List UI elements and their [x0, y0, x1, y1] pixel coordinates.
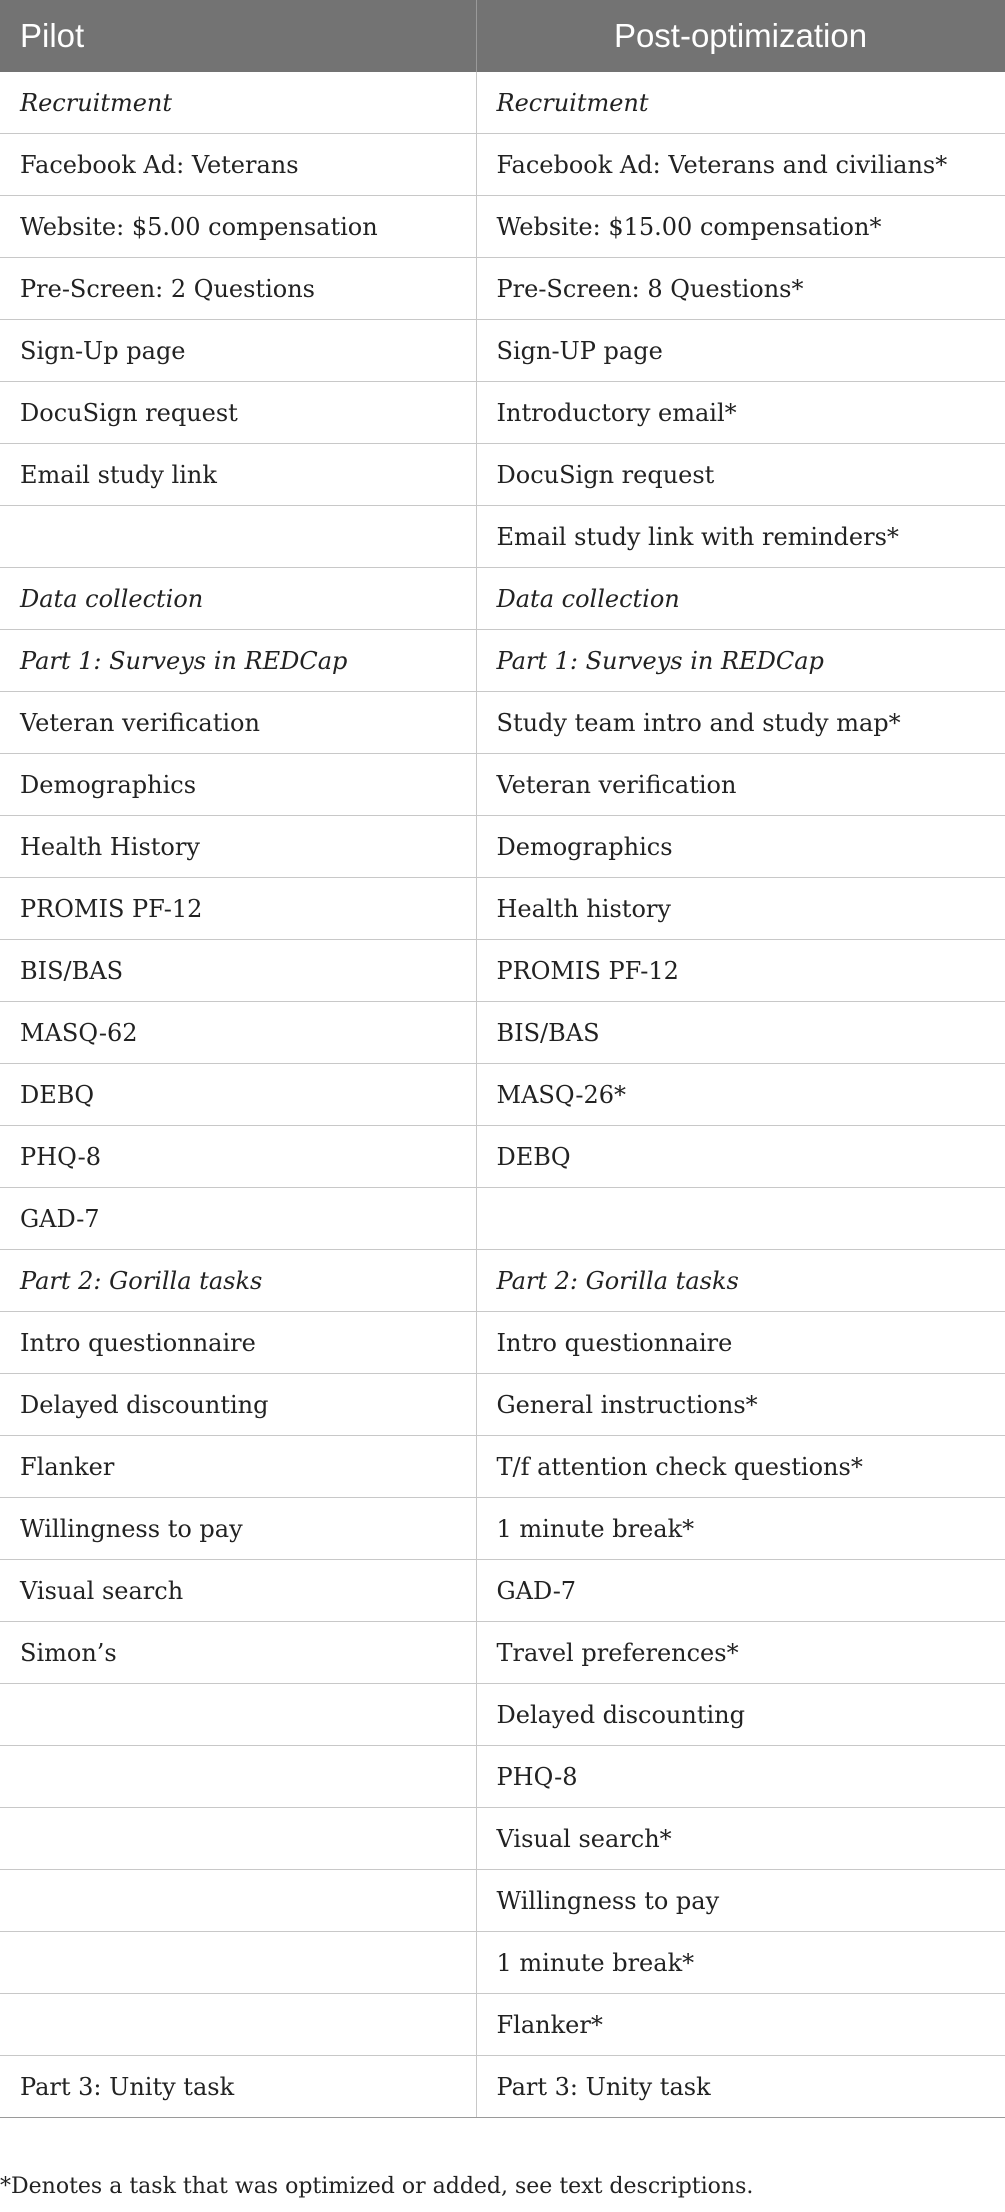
pilot-cell: Part 1: Surveys in REDCap [0, 630, 476, 692]
post-optimization-cell: 1 minute break* [476, 1932, 1005, 1994]
table-row [0, 1312, 1005, 1374]
pilot-cell: Health History [0, 816, 476, 878]
pilot-cell: Flanker [0, 1436, 476, 1498]
table-row [0, 1064, 1005, 1126]
post-optimization-cell: Pre-Screen: 8 Questions* [476, 258, 1005, 320]
post-optimization-cell: General instructions* [476, 1374, 1005, 1436]
pilot-cell: Website: $5.00 compensation [0, 196, 476, 258]
pilot-cell [0, 1870, 476, 1932]
pilot-cell: Part 2: Gorilla tasks [0, 1250, 476, 1312]
table-row [0, 1560, 1005, 1622]
pilot-cell: BIS/BAS [0, 940, 476, 1002]
post-optimization-cell: DocuSign request [476, 444, 1005, 506]
pilot-cell: Sign-Up page [0, 320, 476, 382]
table-row [0, 1932, 1005, 1994]
post-optimization-cell: Sign-UP page [476, 320, 1005, 382]
pilot-cell: Email study link [0, 444, 476, 506]
post-optimization-cell: 1 minute break* [476, 1498, 1005, 1560]
pilot-cell: Intro questionnaire [0, 1312, 476, 1374]
pilot-cell: Delayed discounting [0, 1374, 476, 1436]
table-row [0, 1250, 1005, 1312]
post-optimization-cell: Veteran verification [476, 754, 1005, 816]
table-row [0, 630, 1005, 692]
table-row [0, 1746, 1005, 1808]
post-optimization-cell: Intro questionnaire [476, 1312, 1005, 1374]
pilot-cell: PROMIS PF-12 [0, 878, 476, 940]
table-row [0, 1188, 1005, 1250]
table-row [0, 134, 1005, 196]
table-row [0, 196, 1005, 258]
table-row [0, 1684, 1005, 1746]
table-row [0, 382, 1005, 444]
post-optimization-cell: MASQ-26* [476, 1064, 1005, 1126]
post-optimization-cell: Facebook Ad: Veterans and civilians* [476, 134, 1005, 196]
pilot-cell: Data collection [0, 568, 476, 630]
post-optimization-cell: Willingness to pay [476, 1870, 1005, 1932]
post-optimization-cell: DEBQ [476, 1126, 1005, 1188]
pilot-cell: DocuSign request [0, 382, 476, 444]
post-optimization-cell: Visual search* [476, 1808, 1005, 1870]
pilot-cell [0, 506, 476, 568]
post-optimization-cell [476, 1188, 1005, 1250]
table-row [0, 1808, 1005, 1870]
post-optimization-cell: Travel preferences* [476, 1622, 1005, 1684]
post-optimization-cell: T/f attention check questions* [476, 1436, 1005, 1498]
post-optimization-cell: Health history [476, 878, 1005, 940]
header-row [0, 0, 1005, 72]
post-optimization-cell: Recruitment [476, 72, 1005, 134]
table-row [0, 506, 1005, 568]
post-optimization-cell: PROMIS PF-12 [476, 940, 1005, 1002]
table-row [0, 1498, 1005, 1560]
table-row [0, 1126, 1005, 1188]
pilot-cell: Demographics [0, 754, 476, 816]
pilot-cell: Facebook Ad: Veterans [0, 134, 476, 196]
table-row [0, 72, 1005, 134]
pilot-cell: Simon’s [0, 1622, 476, 1684]
table-row [0, 816, 1005, 878]
table-row [0, 940, 1005, 1002]
table-row [0, 1436, 1005, 1498]
table-row [0, 320, 1005, 382]
footnote: *Denotes a task that was optimized or added, see text descriptions. [0, 2174, 754, 2199]
pilot-cell [0, 1808, 476, 1870]
table-row [0, 692, 1005, 754]
post-optimization-cell: Part 3: Unity task [476, 2056, 1005, 2118]
table-row [0, 444, 1005, 506]
pilot-cell: Part 3: Unity task [0, 2056, 476, 2118]
column-header-pilot: Pilot [0, 0, 476, 72]
post-optimization-cell: PHQ-8 [476, 1746, 1005, 1808]
pilot-cell: DEBQ [0, 1064, 476, 1126]
post-optimization-cell: Part 2: Gorilla tasks [476, 1250, 1005, 1312]
pilot-cell [0, 1932, 476, 1994]
pilot-cell [0, 1746, 476, 1808]
pilot-cell [0, 1994, 476, 2056]
pilot-cell [0, 1684, 476, 1746]
table-row [0, 754, 1005, 816]
table-row [0, 1870, 1005, 1932]
post-optimization-cell: Introductory email* [476, 382, 1005, 444]
table-row [0, 1994, 1005, 2056]
table-row [0, 1622, 1005, 1684]
post-optimization-cell: Website: $15.00 compensation* [476, 196, 1005, 258]
table-row [0, 2056, 1005, 2118]
post-optimization-cell: GAD-7 [476, 1560, 1005, 1622]
pilot-cell: Recruitment [0, 72, 476, 134]
post-optimization-cell: Study team intro and study map* [476, 692, 1005, 754]
pilot-cell: Pre-Screen: 2 Questions [0, 258, 476, 320]
table-row [0, 878, 1005, 940]
table-row [0, 258, 1005, 320]
pilot-cell: PHQ-8 [0, 1126, 476, 1188]
post-optimization-cell: Demographics [476, 816, 1005, 878]
table-row [0, 1374, 1005, 1436]
table-body [0, 72, 1005, 2118]
post-optimization-cell: Flanker* [476, 1994, 1005, 2056]
column-header-post-optimization: Post-optimization [476, 0, 1005, 72]
post-optimization-cell: Delayed discounting [476, 1684, 1005, 1746]
pilot-cell: MASQ-62 [0, 1002, 476, 1064]
post-optimization-cell: Data collection [476, 568, 1005, 630]
pilot-cell: Visual search [0, 1560, 476, 1622]
post-optimization-cell: Part 1: Surveys in REDCap [476, 630, 1005, 692]
table-row [0, 1002, 1005, 1064]
post-optimization-cell: BIS/BAS [476, 1002, 1005, 1064]
pilot-cell: Willingness to pay [0, 1498, 476, 1560]
pilot-cell: Veteran verification [0, 692, 476, 754]
table-row [0, 568, 1005, 630]
post-optimization-cell: Email study link with reminders* [476, 506, 1005, 568]
pilot-cell: GAD-7 [0, 1188, 476, 1250]
